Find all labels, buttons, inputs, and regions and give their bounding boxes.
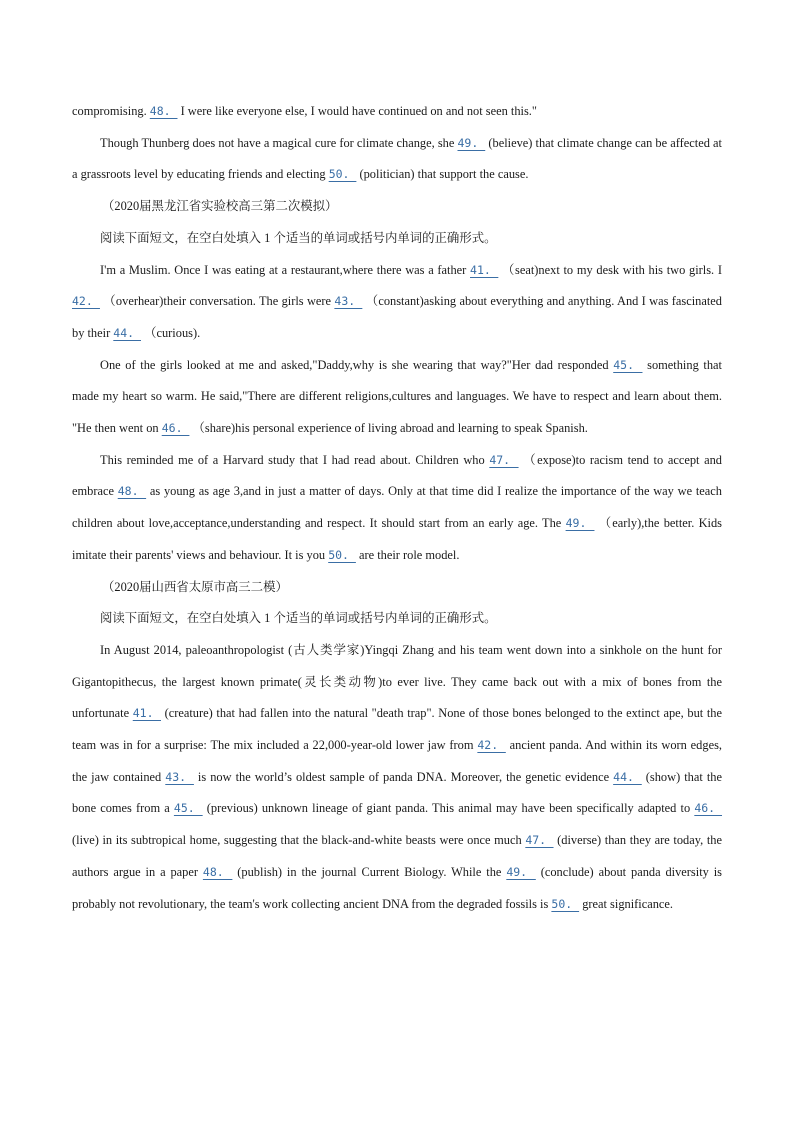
paragraph bbox=[72, 96, 722, 128]
paragraph-text: One of the girls looked at me and asked,"Daddy,why is she wearing that way?"Her dad responded bbox=[100, 357, 614, 372]
blank-48: 48. bbox=[117, 484, 147, 499]
paragraph-text: ancient panda. And within its worn edges, the jaw contained bbox=[72, 738, 722, 784]
blank-46: 46. bbox=[694, 801, 723, 816]
instruction-text: 阅读下面短文，在空白处填入 1 个适当的单词或括号内单词的正确形式。 bbox=[100, 230, 497, 245]
paragraph bbox=[72, 128, 722, 191]
paragraph-text: (live) in its subtropical home, suggesting that the black-and-white beasts were once much bbox=[72, 833, 526, 848]
paragraph bbox=[72, 350, 722, 445]
blank-49: 49. bbox=[506, 864, 536, 879]
blank-47: 47. bbox=[489, 452, 519, 467]
blank-44: 44. bbox=[113, 325, 141, 340]
document-page bbox=[72, 96, 722, 920]
blank-46: 46. bbox=[161, 421, 190, 436]
paragraph-text: is now the world’s oldest sample of panda DNA. Moreover, the genetic evidence bbox=[193, 769, 614, 784]
blank-44: 44. bbox=[613, 769, 642, 784]
paragraph-text: are their role model. bbox=[355, 547, 460, 562]
paragraph-text: （overhear)their conversation. The girls were bbox=[99, 294, 335, 309]
blank-49: 49. bbox=[565, 516, 595, 531]
paragraph-text: (publish) in the journal Current Biology. While the bbox=[232, 864, 507, 879]
blank-43: 43. bbox=[165, 769, 194, 784]
blank-41: 41. bbox=[132, 706, 161, 721]
blank-50: 50. bbox=[328, 547, 356, 562]
paragraph-text: as young as age 3,and in just a matter of days. Only at that time did I realize the importance of the way we teach children about love,acceptance,understanding and respect. It should start from an early age. The bbox=[72, 484, 723, 531]
blank-43: 43. bbox=[334, 294, 363, 309]
paragraph-text: something that made my heart so warm. He said,"There are different religions,cultures and languages. We have to respect and learn about them. "He then went on bbox=[72, 357, 723, 436]
blank-45: 45. bbox=[613, 357, 643, 372]
blank-49: 49. bbox=[457, 135, 486, 150]
source-heading: （2020届黑龙江省实验校高三第二次模拟） bbox=[102, 199, 338, 214]
paragraph-text: (believe) that climate change can be affected at a grassroots level by educating friends and electing bbox=[72, 135, 722, 182]
blank-42: 42. bbox=[477, 738, 506, 753]
paragraph-text: (conclude) about panda diversity is probably not revolutionary, the team's work collecting ancient DNA from the degraded fossils is bbox=[72, 864, 722, 911]
paragraph-text: （curious). bbox=[141, 325, 201, 340]
blank-41: 41. bbox=[470, 262, 499, 277]
paragraph-text: （constant)asking about everything and anything. And I was fascinated by their bbox=[72, 294, 722, 340]
paragraph-text: I'm a Muslim. Once I was eating at a restaurant,where there was a father bbox=[100, 262, 471, 277]
paragraph-text: In August 2014, paleoanthropologist (古人类学家)Yingqi Zhang and his team went down into a sinkhole on the hunt for Gigantopithecus, the largest known primate(灵长类动物)to ever live. They came back out with a mix of bones from the unfortunate bbox=[72, 642, 722, 721]
paragraph-text: (diverse) than they are today, the authors argue in a paper bbox=[72, 833, 722, 879]
blank-45: 45. bbox=[173, 801, 203, 816]
paragraph-text: (previous) unknown lineage of giant panda. This animal may have been specifically adapted to bbox=[202, 801, 695, 816]
paragraph-text: great significance. bbox=[579, 896, 674, 911]
paragraph-text: (show) that the bone comes from a bbox=[72, 769, 722, 816]
paragraph-text: （seat)next to my desk with his two girls. I bbox=[498, 262, 722, 277]
blank-48: 48. bbox=[202, 864, 233, 879]
paragraph-text: Though Thunberg does not have a magical cure for climate change, she bbox=[100, 135, 458, 150]
paragraph-text: (creature) that had fallen into the natural "death trap". None of those bones belonged to the extinct ape, but the team was in for a surprise: The mix included a 22,000-year-old lower jaw from bbox=[72, 706, 722, 753]
paragraph-text: (politician) that support the cause. bbox=[356, 167, 529, 182]
paragraph-text: （share)his personal experience of living abroad and learning to speak Spanish. bbox=[189, 421, 588, 436]
blank-50: 50. bbox=[328, 167, 357, 182]
source-heading: （2020届山西省太原市高三二模） bbox=[102, 579, 288, 594]
paragraph bbox=[72, 255, 722, 350]
blank-42: 42. bbox=[72, 294, 100, 309]
blank-47: 47. bbox=[525, 833, 554, 848]
paragraph bbox=[72, 445, 722, 572]
paragraph-text: This reminded me of a Harvard study that I had read about. Children who bbox=[100, 452, 490, 467]
blank-48: 48. bbox=[149, 104, 178, 118]
paragraph-text: （expose)to racism tend to accept and embrace bbox=[72, 452, 722, 499]
paragraph bbox=[72, 635, 722, 920]
instruction-text: 阅读下面短文，在空白处填入 1 个适当的单词或括号内单词的正确形式。 bbox=[100, 611, 497, 626]
blank-50: 50. bbox=[551, 896, 580, 911]
paragraph-text: （early),the better. Kids imitate their parents' views and behaviour. It is you bbox=[72, 516, 722, 562]
paragraph-text: compromising. bbox=[72, 104, 150, 118]
paragraph-text: I were like everyone else, I would have continued on and not seen this." bbox=[177, 104, 537, 118]
